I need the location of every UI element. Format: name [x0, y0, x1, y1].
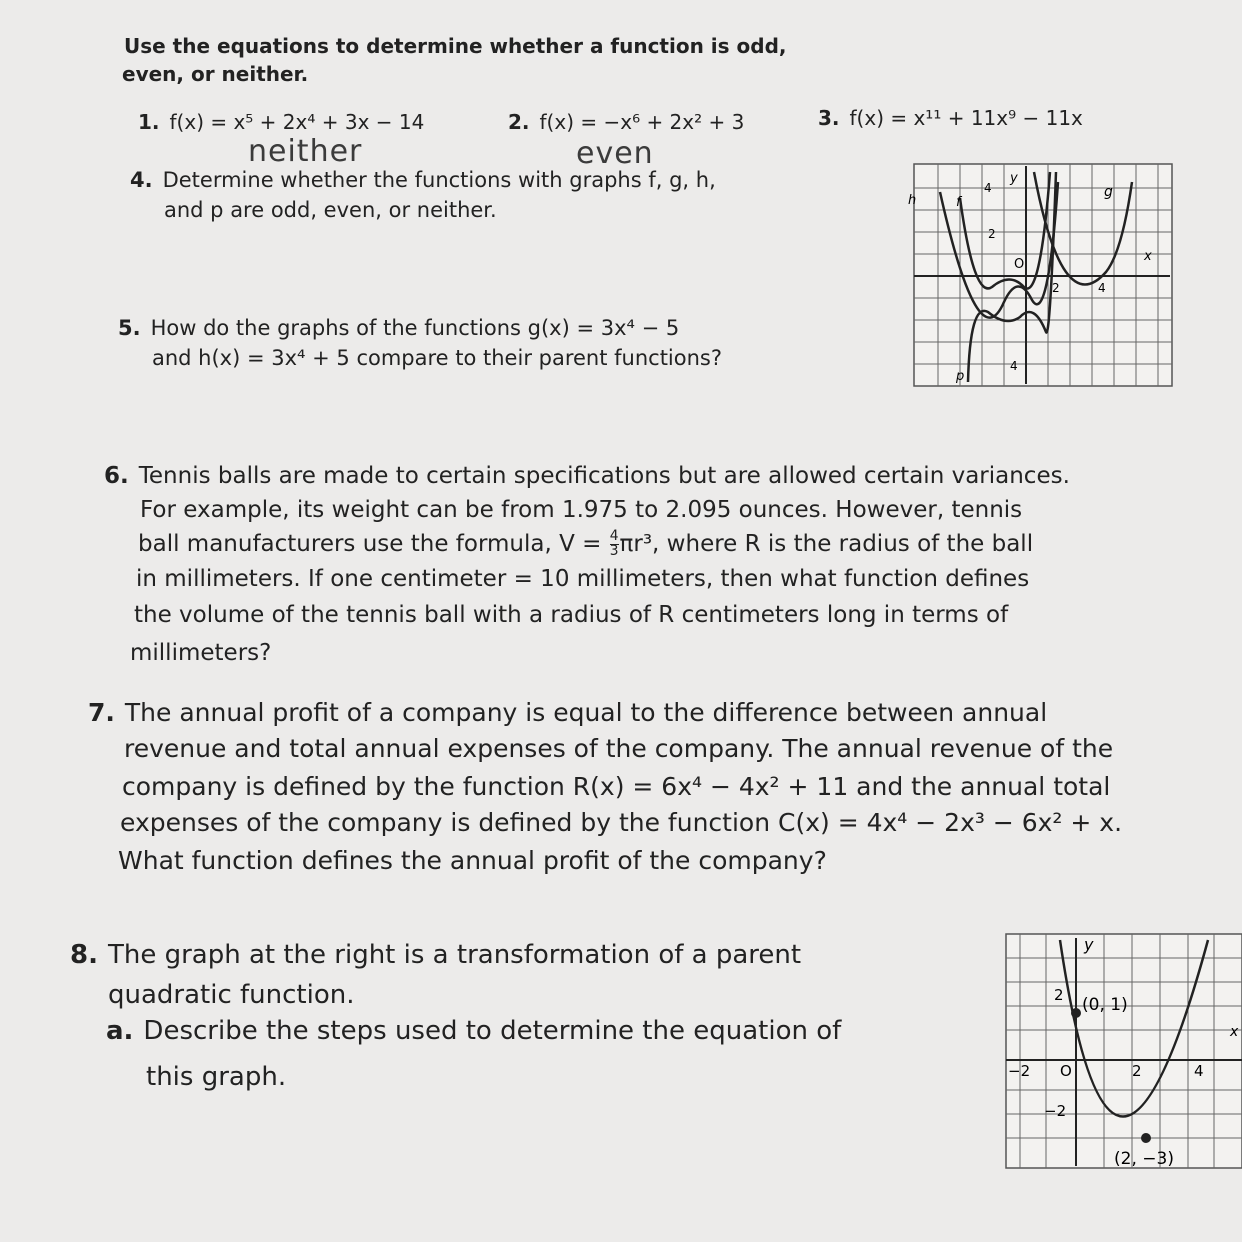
question-3-equation: f(x) = x¹¹ + 11x⁹ − 11x	[849, 106, 1083, 130]
question-1-answer: neither	[248, 134, 363, 169]
tick-x-4: 4	[1194, 1062, 1204, 1080]
label-origin: O	[1060, 1062, 1072, 1080]
question-6-text-3b: πr³, where R is the radius of the ball	[619, 530, 1034, 557]
question-8-line-2: quadratic function.	[108, 980, 355, 1010]
instructions-line-1: Use the equations to determine whether a function is odd,	[124, 34, 787, 58]
label-x: x	[1144, 249, 1152, 264]
label-y: y	[1084, 935, 1094, 954]
label-y: y	[1010, 171, 1018, 186]
label-g: g	[1104, 184, 1113, 200]
label-f: f	[956, 195, 961, 210]
question-7-number: 7.	[88, 698, 115, 727]
question-3	[818, 106, 1083, 130]
question-8a-line-2: this graph.	[146, 1062, 287, 1092]
point-0-1	[1071, 1008, 1081, 1018]
tick-x-2: 2	[1052, 281, 1060, 295]
question-3-number: 3.	[818, 106, 840, 130]
question-7-line-1	[88, 698, 1047, 727]
tick-y-2: 2	[1054, 986, 1064, 1004]
question-6-line-2: For example, its weight can be from 1.975 to 2.095 ounces. However, tennis	[140, 497, 1023, 523]
question-7-line-4: expenses of the company is defined by the function C(x) = 4x⁴ − 2x³ − 6x² + x.	[120, 808, 1123, 837]
tick-y-neg4: 4	[1010, 359, 1018, 373]
point-2-neg3	[1141, 1133, 1151, 1143]
label-h: h	[908, 193, 917, 208]
question-1	[138, 110, 424, 134]
question-7-line-2: revenue and total annual expenses of the company. The annual revenue of the	[124, 734, 1114, 763]
question-6-number: 6.	[104, 463, 129, 489]
question-8a-label: a.	[106, 1016, 134, 1046]
question-5-text-1: How do the graphs of the functions g(x) = 3x⁴ − 5	[150, 316, 680, 340]
question-8-text-1: The graph at the right is a transformation of a parent	[107, 940, 802, 970]
question-8a-line-1	[106, 1016, 841, 1046]
label-x: x	[1230, 1024, 1239, 1040]
fraction-four-thirds	[610, 530, 619, 559]
fraction-numerator: 4	[609, 528, 619, 544]
graph-2-frame	[1006, 934, 1242, 1168]
tick-x-neg2: −2	[1008, 1062, 1031, 1080]
question-4-text-1: Determine whether the functions with graphs f, g, h,	[162, 168, 716, 192]
tick-x-4: 4	[1098, 281, 1106, 295]
question-6-line-3	[138, 530, 1033, 559]
question-6-line-5: the volume of the tennis ball with a radius of R centimeters long in terms of	[134, 602, 1009, 628]
question-7-line-5: What function defines the annual profit of the company?	[118, 846, 827, 875]
question-4-line-1	[130, 168, 716, 192]
tick-y-4: 4	[984, 181, 992, 195]
question-4-number: 4.	[130, 168, 153, 192]
question-6-text-3a: ball manufacturers use the formula, V =	[138, 530, 609, 557]
question-5-number: 5.	[118, 316, 141, 340]
label-point-2-neg3: (2, −3)	[1114, 1149, 1174, 1169]
question-4-line-2: and p are odd, even, or neither.	[164, 198, 497, 222]
tick-y-2: 2	[988, 227, 996, 241]
question-1-number: 1.	[138, 110, 160, 134]
question-6-line-6: millimeters?	[130, 640, 272, 666]
graph-f-g-h-p	[900, 152, 1176, 388]
question-2-number: 2.	[508, 110, 530, 134]
question-6-text-1: Tennis balls are made to certain specifications but are allowed certain variances.	[138, 463, 1070, 489]
graph-parabola	[1000, 928, 1242, 1172]
label-p: p	[956, 369, 965, 384]
question-2-answer: even	[576, 136, 654, 171]
label-origin: O	[1014, 257, 1025, 272]
question-8a-text-1: Describe the steps used to determine the equation of	[143, 1016, 842, 1046]
question-1-equation: f(x) = x⁵ + 2x⁴ + 3x − 14	[169, 110, 425, 134]
question-5-line-2: and h(x) = 3x⁴ + 5 compare to their parent functions?	[152, 346, 723, 370]
instructions-line-2: even, or neither.	[122, 62, 309, 86]
question-6-line-4: in millimeters. If one centimeter = 10 millimeters, then what function defines	[136, 566, 1030, 592]
question-6-line-1	[104, 463, 1070, 489]
question-7-line-3: company is defined by the function R(x) = 6x⁴ − 4x² + 11 and the annual total	[122, 772, 1111, 801]
tick-y-neg2: −2	[1044, 1102, 1067, 1120]
fraction-denominator: 3	[609, 542, 619, 559]
question-7-text-1: The annual profit of a company is equal to the difference between annual	[124, 698, 1048, 727]
question-2-equation: f(x) = −x⁶ + 2x² + 3	[539, 110, 745, 134]
tick-x-2: 2	[1132, 1062, 1142, 1080]
label-point-0-1: (0, 1)	[1082, 995, 1128, 1015]
question-8-line-1	[70, 940, 801, 970]
question-2	[508, 110, 744, 134]
question-8-number: 8.	[70, 940, 98, 970]
question-5-line-1	[118, 316, 679, 340]
